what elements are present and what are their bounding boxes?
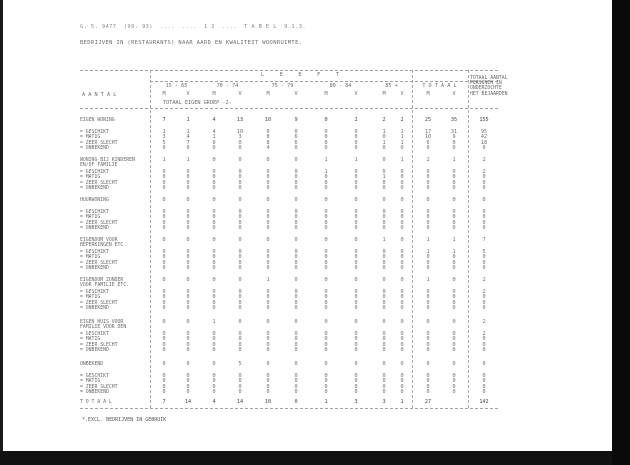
table-cell: 0 0 0 0 — [426, 209, 430, 232]
table-cell: 142 — [479, 399, 489, 405]
table-cell: 0 0 0 0 — [400, 249, 404, 272]
table-cell: 0 0 0 0 — [324, 373, 328, 396]
table-cell: 0 0 0 0 — [324, 129, 328, 152]
table-cell: 0 — [426, 361, 430, 367]
table-cell: 0 0 0 0 — [400, 331, 404, 354]
table-cell: 0 — [162, 361, 166, 367]
sex-header: V — [186, 91, 190, 97]
table-cell: 0 0 0 0 — [354, 249, 358, 272]
table-cell: 0 0 0 0 — [162, 209, 166, 232]
table-cell: 0 — [324, 277, 328, 283]
table-cell: 0 — [294, 237, 298, 243]
table-cell: 0 0 0 0 — [186, 373, 190, 396]
table-cell: 7 — [162, 399, 166, 405]
table-cell: 0 0 0 0 — [238, 373, 242, 396]
total-top-rule — [80, 408, 498, 409]
row-label: = GESCHIKT = MATIG = ZEER SLECHT = ONBEKEND — [80, 130, 118, 152]
table-cell: 0 — [382, 157, 386, 163]
sex-header: V — [400, 91, 404, 97]
row-label: EIGENDOM ZONDER VOOR FAMILIE ETC. — [80, 278, 130, 289]
table-cell: 0 0 0 0 — [294, 209, 298, 232]
table-cell: 0 0 0 0 — [482, 373, 486, 396]
table-cell: 0 — [212, 237, 216, 243]
table-cell: 0 0 0 0 — [266, 209, 270, 232]
table-cell: 0 0 0 0 — [266, 289, 270, 312]
table-cell: 1 — [354, 157, 358, 163]
table-cell: 0 — [400, 277, 404, 283]
table-cell: 25 — [424, 117, 432, 123]
table-cell: 0 — [186, 277, 190, 283]
table-cell: 1 4 7 0 — [186, 129, 190, 152]
table-cell: 0 — [186, 197, 190, 203]
table-cell: 0 0 0 0 — [400, 169, 404, 192]
table-cell: 35 — [450, 117, 458, 123]
table-cell: 0 0 0 0 — [426, 169, 430, 192]
table-cell: 1 — [186, 117, 190, 123]
label-column-rule — [150, 70, 151, 408]
table-cell: 0 — [162, 197, 166, 203]
table-cell: 0 — [238, 197, 242, 203]
table-cell: 0 0 0 0 — [354, 209, 358, 232]
table-cell: 0 — [266, 361, 270, 367]
table-cell: 0 0 0 0 — [238, 331, 242, 354]
sex-header: V — [294, 91, 298, 97]
table-cell: 155 — [479, 117, 489, 123]
table-cell: 0 0 0 0 — [212, 169, 216, 192]
table-cell: 3 — [382, 399, 386, 405]
table-cell: 0 0 0 0 — [382, 249, 386, 272]
table-cell: 0 — [482, 361, 486, 367]
table-cell: 0 0 0 0 — [324, 289, 328, 312]
table-cell: 0 0 0 0 — [238, 209, 242, 232]
table-cell: 0 6 6 0 — [294, 129, 298, 152]
table-cell: 1 3 5 0 — [162, 129, 166, 152]
table-cell: 0 — [266, 157, 270, 163]
table-cell: 0 — [162, 319, 166, 325]
table-cell: 0 — [294, 277, 298, 283]
table-cell: 0 0 0 0 — [482, 209, 486, 232]
table-cell: 2 — [426, 157, 430, 163]
table-cell: 0 — [354, 319, 358, 325]
table-cell: 0 0 0 0 — [212, 209, 216, 232]
table-cell: 0 — [382, 319, 386, 325]
table-cell: 1 — [266, 277, 270, 283]
row-label: = GESCHIKT = MATIG = ZEER SLECHT = ONBEKEND — [80, 290, 118, 312]
table-cell: 2 — [400, 117, 404, 123]
row-label: EIGENDOM VOOR BEPERKINGEN ETC. — [80, 238, 127, 249]
table-cell: 10 3 0 0 — [236, 129, 244, 152]
table-cell: 4 — [212, 117, 216, 123]
table-cell: 2 — [482, 157, 486, 163]
grand-total-column-rule — [468, 70, 469, 408]
sex-header: M — [382, 91, 386, 97]
table-cell: 14 — [236, 399, 244, 405]
table-cell: 0 0 0 0 — [452, 373, 456, 396]
table-cell: 5 — [238, 361, 242, 367]
table-cell: 0 — [266, 197, 270, 203]
table-cell: 0 — [382, 277, 386, 283]
table-cell: 4 1 0 0 — [212, 129, 216, 152]
table-cell: 0 — [324, 237, 328, 243]
table-cell: 0 — [482, 197, 486, 203]
table-cell: 0 0 0 0 — [382, 209, 386, 232]
table-cell: 27 — [424, 399, 432, 405]
sex-header: V — [238, 91, 242, 97]
table-cell: 0 — [186, 319, 190, 325]
table-cell: 0 — [452, 197, 456, 203]
age-group-header: 85 + — [385, 83, 398, 89]
table-cell: 0 — [382, 361, 386, 367]
table-cell: 0 0 0 0 — [452, 169, 456, 192]
table-cell: 0 — [212, 157, 216, 163]
table-cell: 2 — [354, 117, 358, 123]
table-cell: 0 — [294, 319, 298, 325]
table-cell: 0 0 0 0 — [354, 169, 358, 192]
table-cell: 0 — [212, 197, 216, 203]
table-cell: 0 — [294, 197, 298, 203]
table-cell: 0 0 0 0 — [354, 289, 358, 312]
table-cell: 1 — [324, 157, 328, 163]
table-cell: 0 0 0 0 — [266, 249, 270, 272]
scan-left-edge — [0, 0, 3, 465]
table-cell: 0 — [294, 399, 298, 405]
table-cell: 7 — [482, 237, 486, 243]
row-label: WONING BIJ KINDEREN EN/OF FAMILIE — [80, 158, 135, 169]
table-cell: 1 — [382, 237, 386, 243]
table-cell: 0 — [238, 319, 242, 325]
table-cell: 0 0 0 0 — [162, 331, 166, 354]
table-cell: 0 0 0 0 — [162, 249, 166, 272]
table-cell: 0 0 0 0 — [382, 331, 386, 354]
sex-header: M — [266, 91, 270, 97]
table-cell: 0 0 0 0 — [238, 249, 242, 272]
table-cell: 1 — [186, 157, 190, 163]
table-cell: 2 — [482, 277, 486, 283]
table-cell: 0 0 0 0 — [452, 289, 456, 312]
table-cell: 0 — [426, 197, 430, 203]
table-cell: 0 — [324, 361, 328, 367]
table-cell: 0 — [266, 319, 270, 325]
aantal-label: A A N T A L — [82, 92, 117, 98]
age-group-header: 75 - 79 — [271, 83, 294, 89]
leeftijd-label: L E E F T — [260, 72, 340, 78]
age-group-rule — [150, 81, 498, 82]
totaal-column-rule — [412, 70, 413, 408]
table-cell: 0 0 0 0 — [212, 249, 216, 272]
table-cell: 0 — [452, 319, 456, 325]
table-cell: 0 0 0 0 — [186, 169, 190, 192]
table-cell: 0 — [354, 361, 358, 367]
table-cell: 0 0 0 0 — [452, 331, 456, 354]
table-cell: 0 0 0 0 — [186, 289, 190, 312]
table-cell: 0 — [354, 277, 358, 283]
row-label: = GESCHIKT = MATIG = ZEER SLECHT = ONBEKEND — [80, 374, 118, 396]
table-cell: 0 0 0 0 — [382, 373, 386, 396]
scan-bottom-edge — [0, 451, 612, 465]
table-cell: 0 0 0 0 — [354, 373, 358, 396]
scan-right-edge — [612, 0, 630, 465]
table-cell: 1 — [452, 237, 456, 243]
row-label: = GESCHIKT = MATIG = ZEER SLECHT = ONBEKEND — [80, 210, 118, 232]
table-cell: 0 0 0 0 — [238, 169, 242, 192]
row-label: = GESCHIKT = MATIG = ZEER SLECHT = ONBEKEND — [80, 170, 118, 192]
table-cell: 0 — [400, 237, 404, 243]
table-cell: 0 — [238, 237, 242, 243]
table-cell: 0 0 0 0 — [382, 289, 386, 312]
table-cell: 2 0 0 0 — [482, 289, 486, 312]
sex-header: M — [324, 91, 328, 97]
table-cell: 0 0 0 0 — [162, 289, 166, 312]
table-cell: 1 — [162, 157, 166, 163]
table-cell: 1 0 1 0 — [382, 129, 386, 152]
table-cell: 0 0 0 0 — [162, 169, 166, 192]
table-cell: 0 — [238, 277, 242, 283]
table-cell: 1 — [324, 399, 328, 405]
table-cell: 0 0 0 0 — [324, 249, 328, 272]
age-group-header: T O T A A L — [422, 83, 457, 89]
table-cell: 0 0 0 0 — [162, 373, 166, 396]
row-label: = GESCHIKT = MATIG = ZEER SLECHT = ONBEKEND — [80, 250, 118, 272]
table-cell: 1 — [426, 277, 430, 283]
footnote: *.EXCL. BEDRIJVEN IN GEBRUIK — [82, 417, 167, 423]
table-cell: 1 0 0 0 — [452, 249, 456, 272]
table-cell: 0 0 0 0 — [452, 209, 456, 232]
table-cell: 0 — [238, 157, 242, 163]
table-cell: 13 — [236, 117, 244, 123]
row-label: HUURWONING — [80, 198, 109, 203]
table-cell: 0 — [324, 197, 328, 203]
sex-header: M — [212, 91, 216, 97]
table-cell: 0 0 0 0 — [212, 331, 216, 354]
table-cell: 0 — [294, 361, 298, 367]
table-cell: 0 0 0 0 — [354, 331, 358, 354]
table-cell: 2 — [382, 117, 386, 123]
table-cell: 0 0 0 0 — [426, 373, 430, 396]
table-cell: 0 0 0 0 — [186, 331, 190, 354]
row-label: T O T A A L — [80, 400, 112, 405]
table-cell: 0 — [212, 277, 216, 283]
table-cell: 1 0 0 0 — [426, 249, 430, 272]
table-cell: 0 0 0 0 — [354, 129, 358, 152]
table-cell: 1 — [426, 237, 430, 243]
table-cell: 10 — [264, 117, 272, 123]
table-cell: 1 0 0 0 — [324, 169, 328, 192]
row-label: ONBEKEND — [80, 362, 104, 367]
age-group-header: 80 - 84 — [329, 83, 352, 89]
table-cell: 0 — [452, 277, 456, 283]
table-cell: 0 — [426, 319, 430, 325]
table-cell: 0 1 0 0 — [382, 169, 386, 192]
header-bottom-rule — [80, 108, 498, 109]
table-cell: 1 — [400, 399, 404, 405]
table-cell: 0 0 0 0 — [212, 373, 216, 396]
table-cell: 14 — [184, 399, 192, 405]
table-cell: 0 0 0 0 — [294, 249, 298, 272]
table-cell: 1 1 1 0 — [400, 129, 404, 152]
table-cell: 0 — [324, 319, 328, 325]
table-cell: 31 9 0 0 — [450, 129, 458, 152]
table-cell: 9 — [294, 117, 298, 123]
table-cell: 0 0 0 0 — [266, 331, 270, 354]
table-cell: 0 — [162, 237, 166, 243]
table-cell: 5 0 0 0 — [482, 249, 486, 272]
table-cell: 0 0 0 0 — [186, 209, 190, 232]
table-top-rule — [80, 70, 498, 71]
table-cell: 1 — [452, 157, 456, 163]
row-label: = GESCHIKT = MATIG = ZEER SLECHT = ONBEKEND — [80, 332, 118, 354]
table-cell: 0 0 0 0 — [238, 289, 242, 312]
table-cell: 0 — [324, 117, 328, 123]
table-cell: 0 0 0 0 — [294, 169, 298, 192]
sex-header: V — [452, 91, 456, 97]
table-cell: 0 0 0 0 — [426, 289, 430, 312]
table-cell: 2 0 0 0 — [482, 169, 486, 192]
table-cell: 0 0 0 0 — [400, 289, 404, 312]
table-cell: 10 — [264, 399, 272, 405]
table-cell: 0 0 0 0 — [186, 249, 190, 272]
table-cell: 0 0 0 0 — [426, 331, 430, 354]
table-cell: 0 — [400, 319, 404, 325]
table-cell: 0 8 8 4 — [266, 129, 270, 152]
table-cell: 0 — [266, 237, 270, 243]
row-label: EIGEN HUIS VOOR FAMILIE VOOR DEN — [80, 320, 127, 331]
sex-header: M — [162, 91, 166, 97]
table-cell: 0 0 0 0 — [400, 209, 404, 232]
row-label: EIGEN WONING — [80, 118, 115, 123]
table-cell: 7 — [162, 117, 166, 123]
table-cell: 0 0 0 0 — [324, 209, 328, 232]
table-cell: 0 0 0 0 — [212, 289, 216, 312]
header-line-1: G. 5. 9477 (99. 93) .... .... 1 2 .... T A B E L 9.1.3. — [80, 24, 307, 30]
table-cell: 0 0 0 0 — [400, 373, 404, 396]
age-group-header: 70 - 74 — [216, 83, 239, 89]
table-cell: 0 0 0 0 — [266, 169, 270, 192]
table-cell: 0 — [400, 197, 404, 203]
table-cell: 2 — [482, 319, 486, 325]
table-cell: 3 — [354, 399, 358, 405]
table-cell: 95 42 18 0 — [480, 129, 488, 152]
table-cell: 0 — [212, 361, 216, 367]
sex-header: M — [426, 91, 430, 97]
table-cell: 0 0 0 0 — [266, 373, 270, 396]
table-cell: 0 0 0 0 — [294, 331, 298, 354]
sex-header: V — [354, 91, 358, 97]
table-cell: 0 — [186, 237, 190, 243]
header-line-2: BEDRIJVEN IN (RESTAURANTS) NAAR AARD EN KWALITEIT WOONRUIMTE. — [80, 40, 303, 46]
table-cell: 2 0 0 0 — [482, 331, 486, 354]
subheader: TOTAAL EIGEN GROEP -2- — [163, 100, 232, 106]
table-cell: 17 10 6 0 — [424, 129, 432, 152]
table-cell: 0 — [162, 277, 166, 283]
table-cell: 0 — [400, 361, 404, 367]
table-cell: 4 — [212, 399, 216, 405]
table-cell: 0 0 0 0 — [294, 289, 298, 312]
table-cell: 0 — [382, 197, 386, 203]
age-group-header: 15 - 65 — [165, 83, 188, 89]
table-cell: 1 — [400, 157, 404, 163]
table-cell: 0 0 0 0 — [294, 373, 298, 396]
table-cell: 1 — [212, 319, 216, 325]
totaal-personen-header: TOTAAL AANTAL PERSONEN IN ONDERZOCHTE HET BEJAARDEN — [470, 76, 508, 97]
table-cell: 0 — [294, 157, 298, 163]
table-cell: 0 — [452, 361, 456, 367]
table-cell: 0 0 0 0 — [324, 331, 328, 354]
table-cell: 0 — [186, 361, 190, 367]
table-cell: 0 — [354, 237, 358, 243]
table-cell: 0 — [354, 197, 358, 203]
